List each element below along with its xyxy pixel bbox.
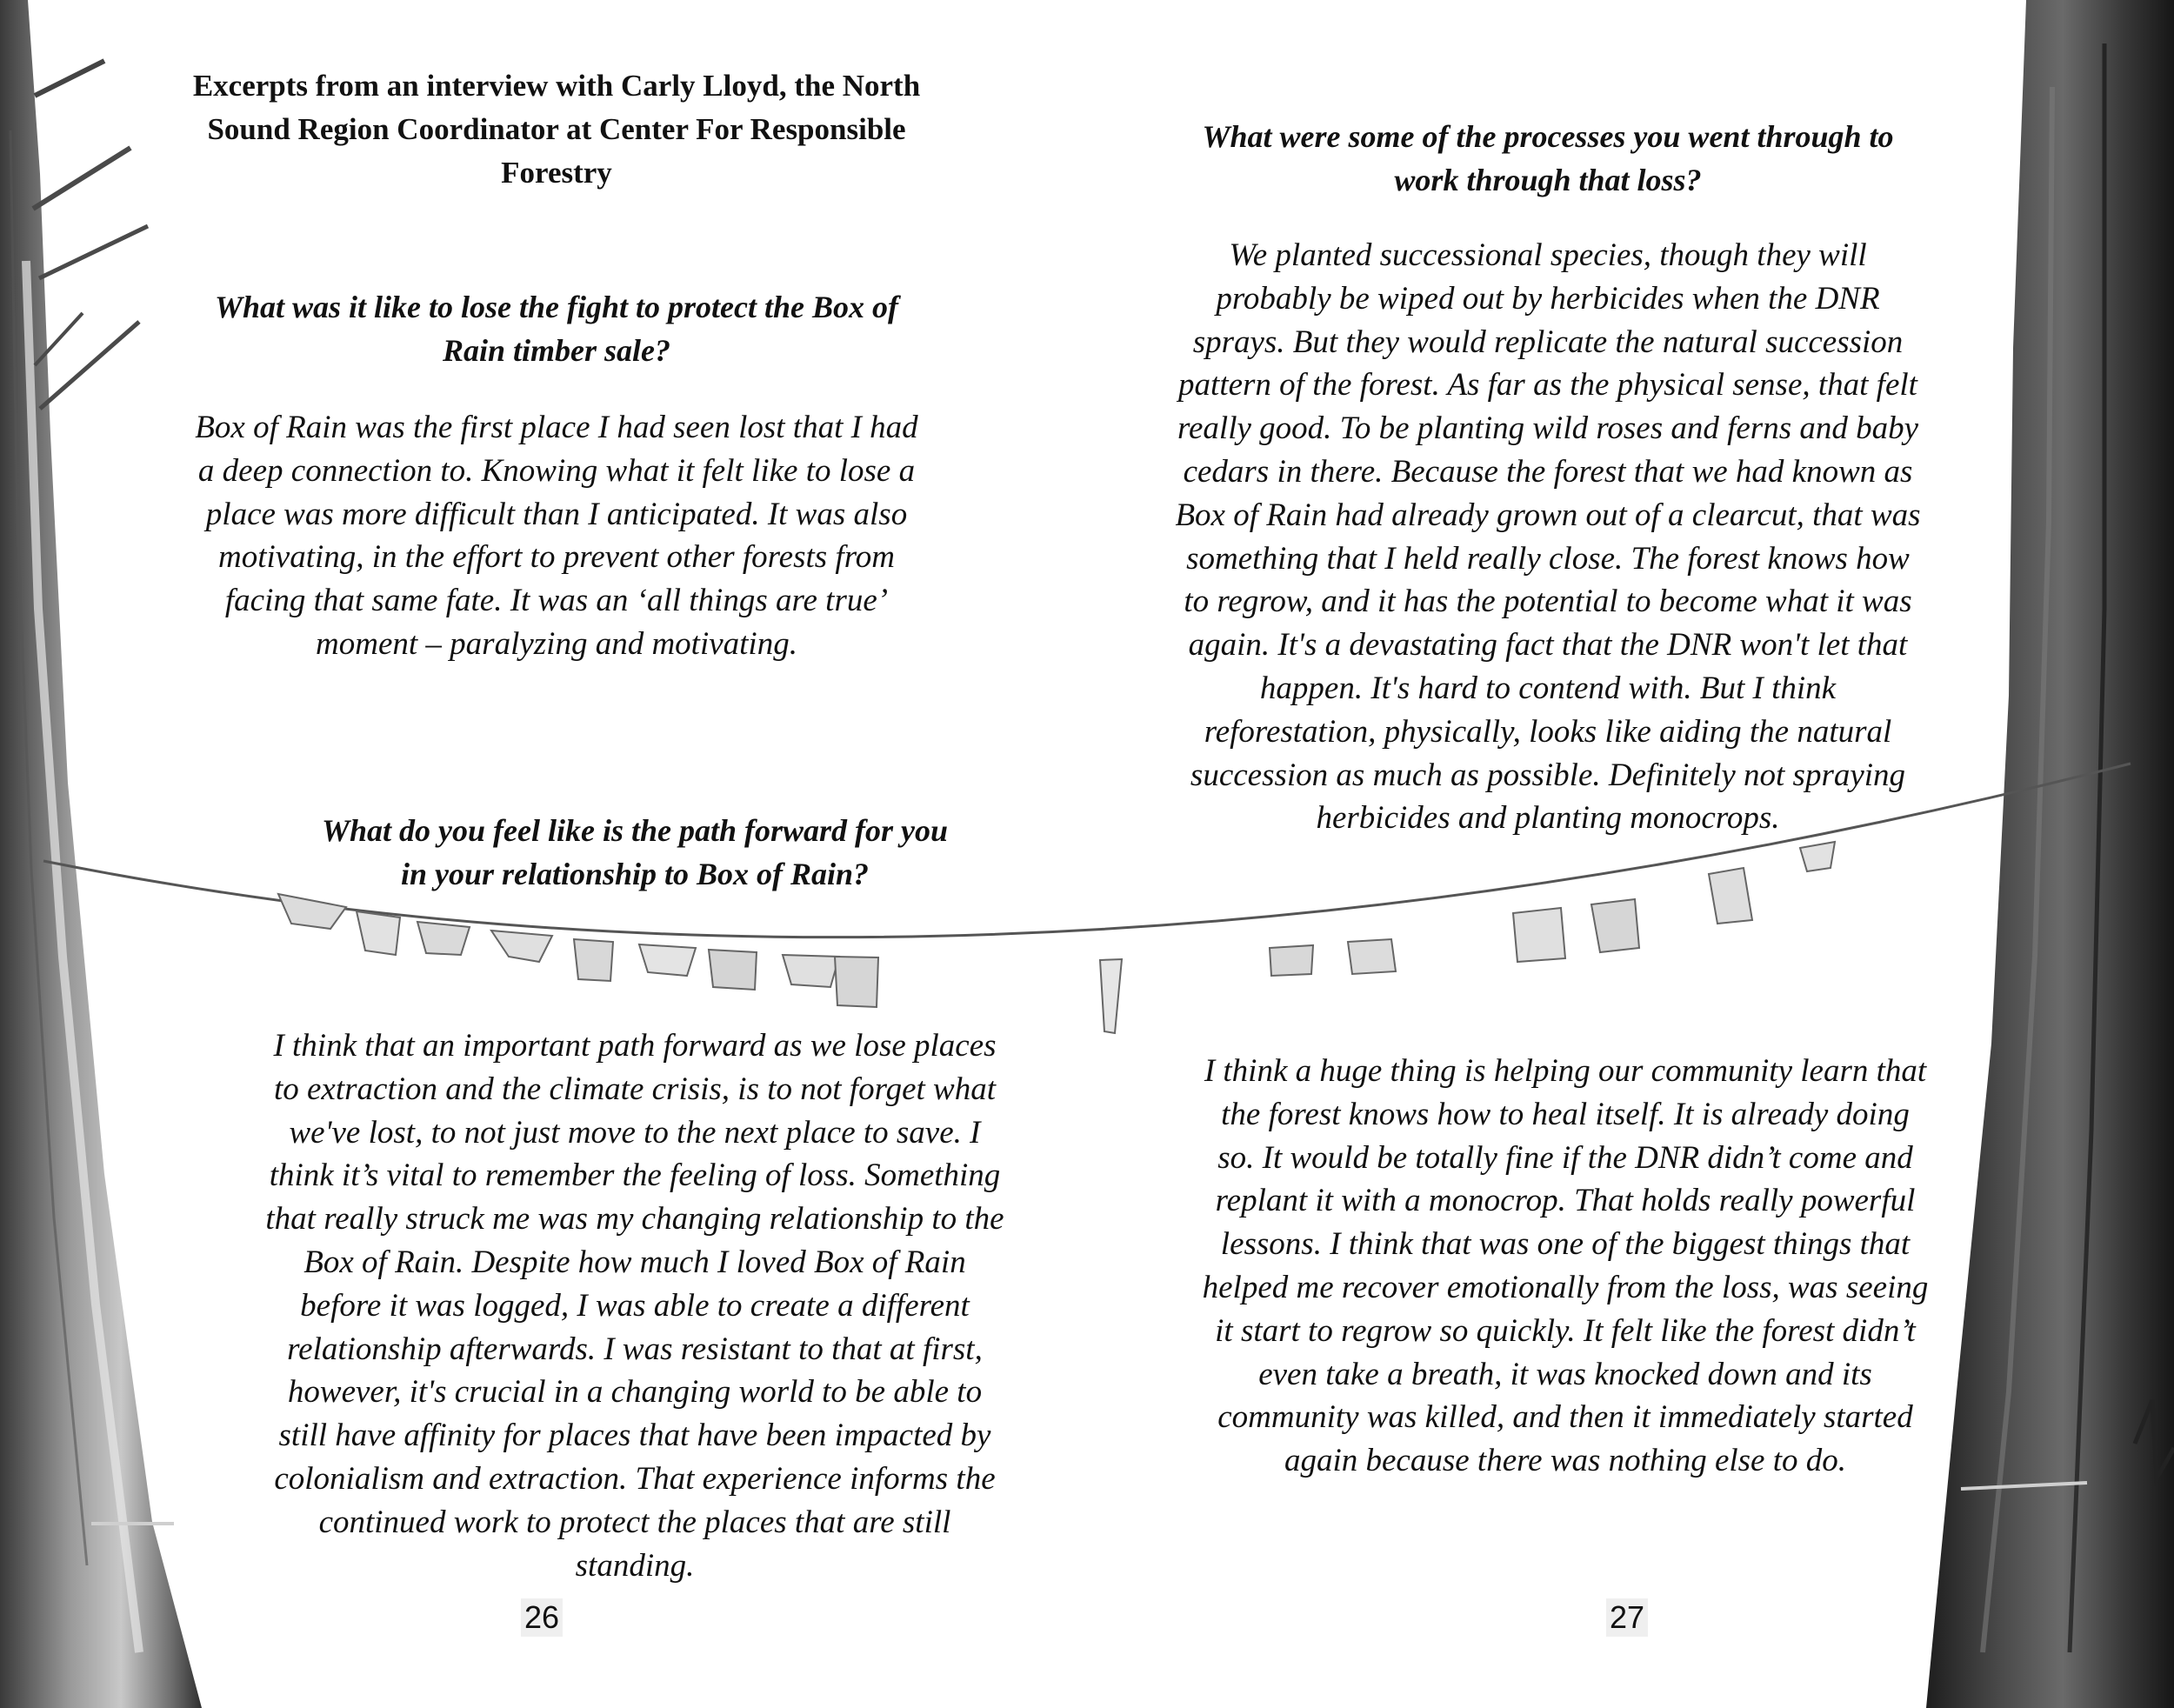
answer-line: moment – paralyzing and motivating. (316, 625, 797, 662)
interview-title (104, 64, 1009, 195)
answer-line: motivating, in the effort to prevent other forests from (218, 539, 895, 576)
answer-line: cedars in there. Because the forest that we had known as (1183, 453, 1913, 490)
answer-line: reforestation, physically, looks like aiding the natural (1204, 713, 1892, 750)
question-line: What were some of the processes you went through to (1202, 119, 1894, 154)
page-number-left: 26 (521, 1598, 563, 1637)
answer-line: before it was logged, I was able to create a different (300, 1287, 970, 1324)
answer-line: again. It's a devastating fact that the DNR won't let that (1188, 627, 1908, 664)
answer-line: I think a huge thing is helping our community learn that (1204, 1053, 1927, 1089)
answer-line: however, it's crucial in a changing world to be able to (287, 1374, 983, 1411)
answer-line: really good. To be planting wild roses and ferns and baby (1177, 410, 1919, 447)
answer-line: I think that an important path forward as we lose places (273, 1028, 997, 1064)
answer-line: pattern of the forest. As far as the physical sense, that felt (1178, 367, 1917, 404)
answer-4 (1148, 1050, 1983, 1483)
answer-line: the forest knows how to heal itself. It is already doing (1221, 1096, 1910, 1132)
left-tree (0, 0, 202, 1708)
answer-line: lessons. I think that was one of the biggest things that (1220, 1226, 1911, 1263)
answer-line: so. It would be totally fine if the DNR didn’t come and (1217, 1139, 1913, 1176)
answer-line: even take a breath, it was knocked down and its (1258, 1356, 1872, 1392)
title-line: Sound Region Coordinator at Center For Responsible (207, 112, 906, 146)
question-2 (217, 809, 1052, 896)
answer-line: probably be wiped out by herbicides when the DNR (1216, 280, 1880, 317)
answer-line: sprays. But they would replicate the natural succession (1192, 324, 1904, 360)
answer-line: think it’s vital to remember the feeling of loss. Something (269, 1158, 1001, 1194)
question-1 (148, 285, 965, 372)
question-line: What was it like to lose the fight to protect the Box of (214, 290, 899, 324)
answer-line: Box of Rain was the first place I had seen lost that I had (195, 410, 918, 445)
answer-line: still have affinity for places that have been impacted by (278, 1418, 991, 1454)
answer-line: facing that same fate. It was an ‘all things are true’ (224, 583, 889, 619)
answer-line: we've lost, to not just move to the next place to save. I (289, 1114, 981, 1151)
answer-line: to regrow, and it has the potential to become what it was (1184, 584, 1912, 620)
answer-line: replant it with a monocrop. That holds really powerful (1215, 1183, 1916, 1219)
page-number-right: 27 (1606, 1598, 1648, 1637)
answer-line: happen. It's hard to contend with. But I think (1259, 670, 1837, 706)
question-line: work through that loss? (1394, 163, 1702, 197)
answer-line: place was more difficult than I anticipated. It was also (205, 496, 908, 532)
question-line: What do you feel like is the path forward for you (321, 813, 949, 848)
answer-line: to extraction and the climate crisis, is to not forget what (273, 1071, 997, 1107)
answer-line: helped me recover emotionally from the loss, was seeing (1202, 1269, 1929, 1305)
answer-line: standing. (575, 1547, 695, 1584)
answer-line: relationship afterwards. I was resistant to that at first, (287, 1331, 983, 1367)
answer-line: a deep connection to. Knowing what it felt like to lose a (197, 452, 916, 489)
answer-line: again because there was nothing else to do. (1284, 1443, 1847, 1479)
answer-line: succession as much as possible. Definitely not spraying (1190, 757, 1906, 793)
answer-line: that really struck me was my changing relationship to the (265, 1201, 1004, 1238)
question-line: in your relationship to Box of Rain? (400, 857, 870, 891)
answer-line: Box of Rain. Despite how much I loved Box of Rain (303, 1244, 966, 1280)
answer-line: something that I held really close. The forest knows how (1186, 540, 1910, 577)
answer-line: continued work to protect the places that are still (318, 1504, 951, 1540)
answer-line: herbicides and planting monocrops. (1316, 800, 1780, 837)
title-line: Excerpts from an interview with Carly Lloyd, the North (192, 69, 921, 103)
answer-line: colonialism and extraction. That experience informs the (274, 1460, 996, 1497)
answer-2 (209, 1024, 1061, 1587)
answer-line: it start to regrow so quickly. It felt like the forest didn’t (1215, 1312, 1916, 1349)
answer-line: Box of Rain had already grown out of a clearcut, that was (1175, 497, 1921, 533)
question-line: Rain timber sale? (442, 333, 671, 368)
answer-3 (1130, 234, 1965, 840)
question-3 (1130, 115, 1965, 202)
answer-line: We planted successional species, though they will (1229, 237, 1867, 273)
answer-line: community was killed, and then it immediately started (1217, 1399, 1913, 1436)
answer-1 (157, 406, 957, 666)
title-line: Forestry (501, 156, 612, 190)
